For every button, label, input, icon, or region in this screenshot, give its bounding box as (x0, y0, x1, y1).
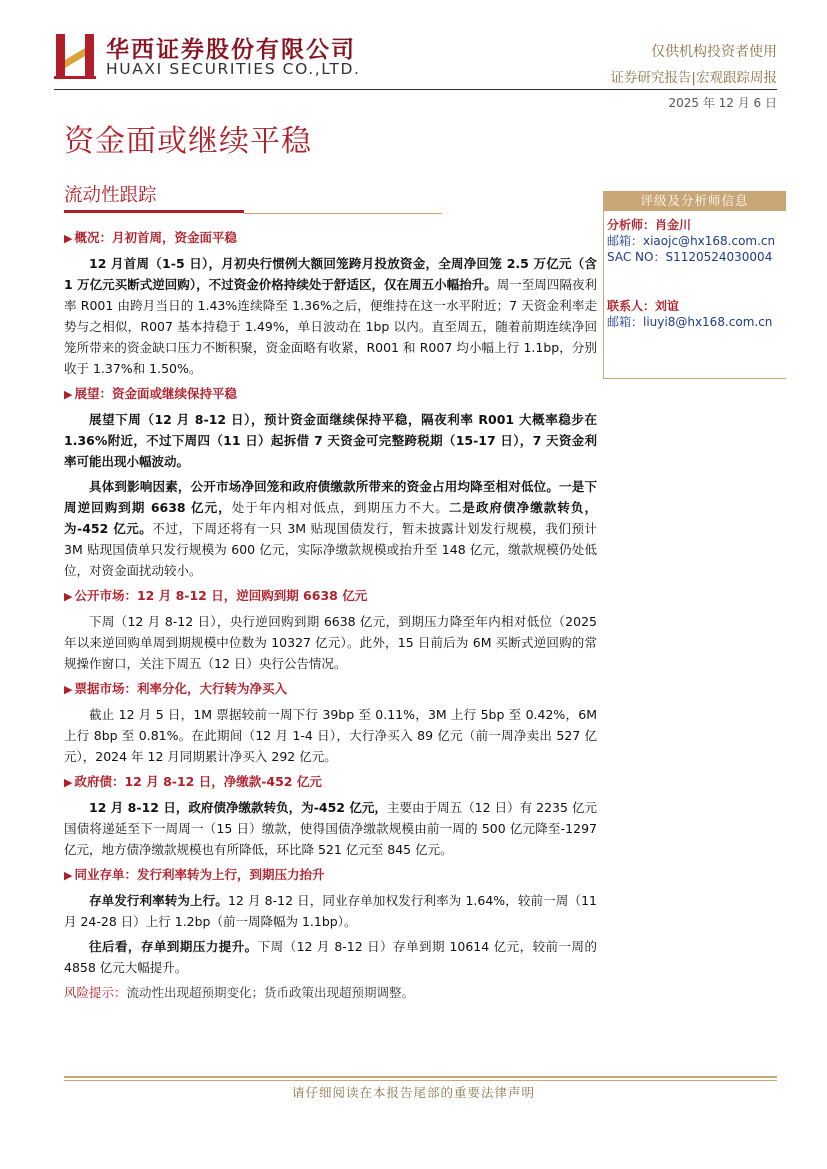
text-run: 处于年内相对低点，到期压力不大。 (231, 500, 449, 515)
body-paragraph (64, 797, 597, 860)
section-heading (64, 678, 597, 700)
brand-name-cn: 华西证券股份有限公司 (106, 37, 356, 63)
analyst-sac-number: SAC NO：S1120524030004 (607, 250, 773, 264)
section-heading-text: 公开市场：12 月 8-12 日，逆回购到期 6638 亿元 (74, 588, 368, 603)
bold-text-run: 往后看，存单到期压力提升。 (89, 939, 258, 954)
report-date: 2025 年 12 月 6 日 (668, 96, 777, 110)
section-heading-text: 展望：资金面或继续保持平稳 (74, 386, 237, 401)
footer-rule (64, 1076, 777, 1078)
text-run: 12 月 8-12 日，同业存单加权发行利率为 1.64%，较前一周（11 月 24-28 日）上行 1.2bp（前一周降幅为 1.1bp）。 (64, 893, 597, 929)
body-paragraph (64, 936, 597, 978)
text-run: 周一至周四隔夜利率 R001 由跨月当日的 1.43%连续降至 1.36%之后，便维持在这一水平附近；7 天资金利率走势与之相似，R007 基本持稳于 1.49%，单日波动在 1bp 以内。直至周五，随着前期连续净回笼所带来的资金缺口压力不断积聚，资金面略有收紧，R001 和 R007 均小幅上行 1.1bp，分别收于 1.37%和 1.50%。 (64, 277, 597, 376)
sidebar-title: 评级及分析师信息 (603, 191, 786, 211)
section-heading-text: 同业存单：发行利率转为上行，到期压力抬升 (74, 867, 325, 882)
subtitle-rule (64, 210, 244, 213)
sidebar-bottom-rule (603, 378, 786, 379)
section-heading-text: 政府债：12 月 8-12 日，净缴款-452 亿元 (74, 774, 322, 789)
triangle-bullet-icon: ▶ (64, 388, 73, 401)
text-run: 不过，下周还将有一只 3M 贴现国债发行，暂未披露计划发行规模，我们预计 3M 贴现国债单只发行规模为 600 亿元，实际净缴款规模或抬升至 148 亿元，缴款规模仍处低位，对资金面扰动较小。 (64, 521, 597, 578)
section-heading (64, 771, 597, 793)
company-logo (54, 30, 96, 80)
bold-text-run: 展望下周（12 月 8-12 日），预计资金面继续保持平稳，隔夜利率 R001 大概率稳步在 1.36%附近，不过下周四（11 日）起拆借 7 天资金可完整跨税期（15-17 日），7 天资金利率可能出现小幅波动。 (64, 412, 597, 469)
page-title: 资金面或继续平稳 (64, 124, 312, 159)
body-paragraph (64, 890, 597, 932)
section-heading (64, 383, 597, 405)
triangle-bullet-icon: ▶ (64, 590, 73, 603)
contact-email[interactable]: 邮箱：liuyi8@hx168.com.cn (607, 315, 773, 329)
footer-rule-thin (64, 1080, 777, 1081)
text-run: 下周（12 月 8-12 日），央行逆回购到期 6638 亿元，到期压力降至年内相对低位（2025 年以来逆回购单周到期规模中位数为 10327 亿元）。此外，15 日前后为 6M 买断式逆回购的常规操作窗口，关注下周五（12 日）央行公告情况。 (64, 614, 597, 671)
section-subtitle: 流动性跟踪 (64, 185, 157, 206)
contact-name: 联系人：刘谊 (607, 299, 680, 313)
risk-label: 风险提示： (64, 985, 127, 1000)
triangle-bullet-icon: ▶ (64, 869, 73, 882)
text-run: 主要由于周五（12 日）有 2235 亿元国债将递延至下一周周一（15 日）缴款，使得国债净缴款规模由前一周的 500 亿元降至-1297 亿元，地方债净缴款规模也有所降低，环比降 521 亿元至 845 亿元。 (64, 800, 597, 857)
body-paragraph (64, 476, 597, 581)
legal-notice: 请仔细阅读在本报告尾部的重要法律声明 (291, 1085, 535, 1100)
body-paragraph (64, 704, 597, 767)
section-heading (64, 585, 597, 607)
sidebar-border (603, 211, 604, 379)
section-heading-text: 票据市场：利率分化，大行转为净买入 (74, 681, 287, 696)
brand-name-en: HUAXI SECURITIES CO.,LTD. (106, 60, 361, 78)
bold-text-run: 具体到影响因素，公开市场净回笼和政府债缴款所带来的资金占用均降至相对低位。一是下周逆回购到期 6638 亿元， (64, 479, 597, 515)
body-paragraph (64, 409, 597, 472)
section-heading (64, 227, 597, 249)
report-body (64, 226, 597, 1003)
report-type: 证券研究报告|宏观跟踪周报 (610, 70, 777, 86)
bold-text-run: 12 月 8-12 日，政府债净缴款转负，为-452 亿元， (89, 800, 387, 815)
subtitle-rule-thin (244, 213, 442, 214)
triangle-bullet-icon: ▶ (64, 683, 73, 696)
section-heading-text: 概况：月初首周，资金面平稳 (74, 230, 237, 245)
risk-notice (64, 982, 597, 1003)
body-paragraph (64, 611, 597, 674)
analyst-email[interactable]: 邮箱：xiaojc@hx168.com.cn (607, 234, 776, 248)
section-heading (64, 864, 597, 886)
triangle-bullet-icon: ▶ (64, 776, 73, 789)
audience-note: 仅供机构投资者使用 (651, 44, 777, 60)
body-paragraph (64, 253, 597, 379)
triangle-bullet-icon: ▶ (64, 232, 73, 245)
header-divider (54, 89, 777, 90)
risk-text: 流动性出现超预期变化；货币政策出现超预期调整。 (126, 985, 415, 1000)
bold-text-run: 存单发行利率转为上行。 (89, 893, 228, 908)
text-run: 下周（12 月 8-12 日）存单到期 10614 亿元，较前一周的 4858 亿元大幅提升。 (64, 939, 597, 975)
bold-text-run: 二是政府债净缴款转负，为-452 亿元。 (64, 500, 597, 536)
analyst-name: 分析师：肖金川 (607, 218, 692, 232)
text-run: 截止 12 月 5 日，1M 票据较前一周下行 39bp 至 0.11%，3M 上行 5bp 至 0.42%，6M 上行 8bp 至 0.81%。在此期间（12 月 1-4 日），大行净买入 89 亿元（前一周净卖出 527 亿元），2024 年 12 月同期累计净买入 292 亿元。 (64, 707, 597, 764)
bold-text-run: 12 月首周（1-5 日），月初央行惯例大额回笼跨月投放资金，全周净回笼 2.5 万亿元（含 1 万亿元买断式逆回购），不过资金价格持续处于舒适区，仅在周五小幅抬升。 (64, 256, 597, 292)
